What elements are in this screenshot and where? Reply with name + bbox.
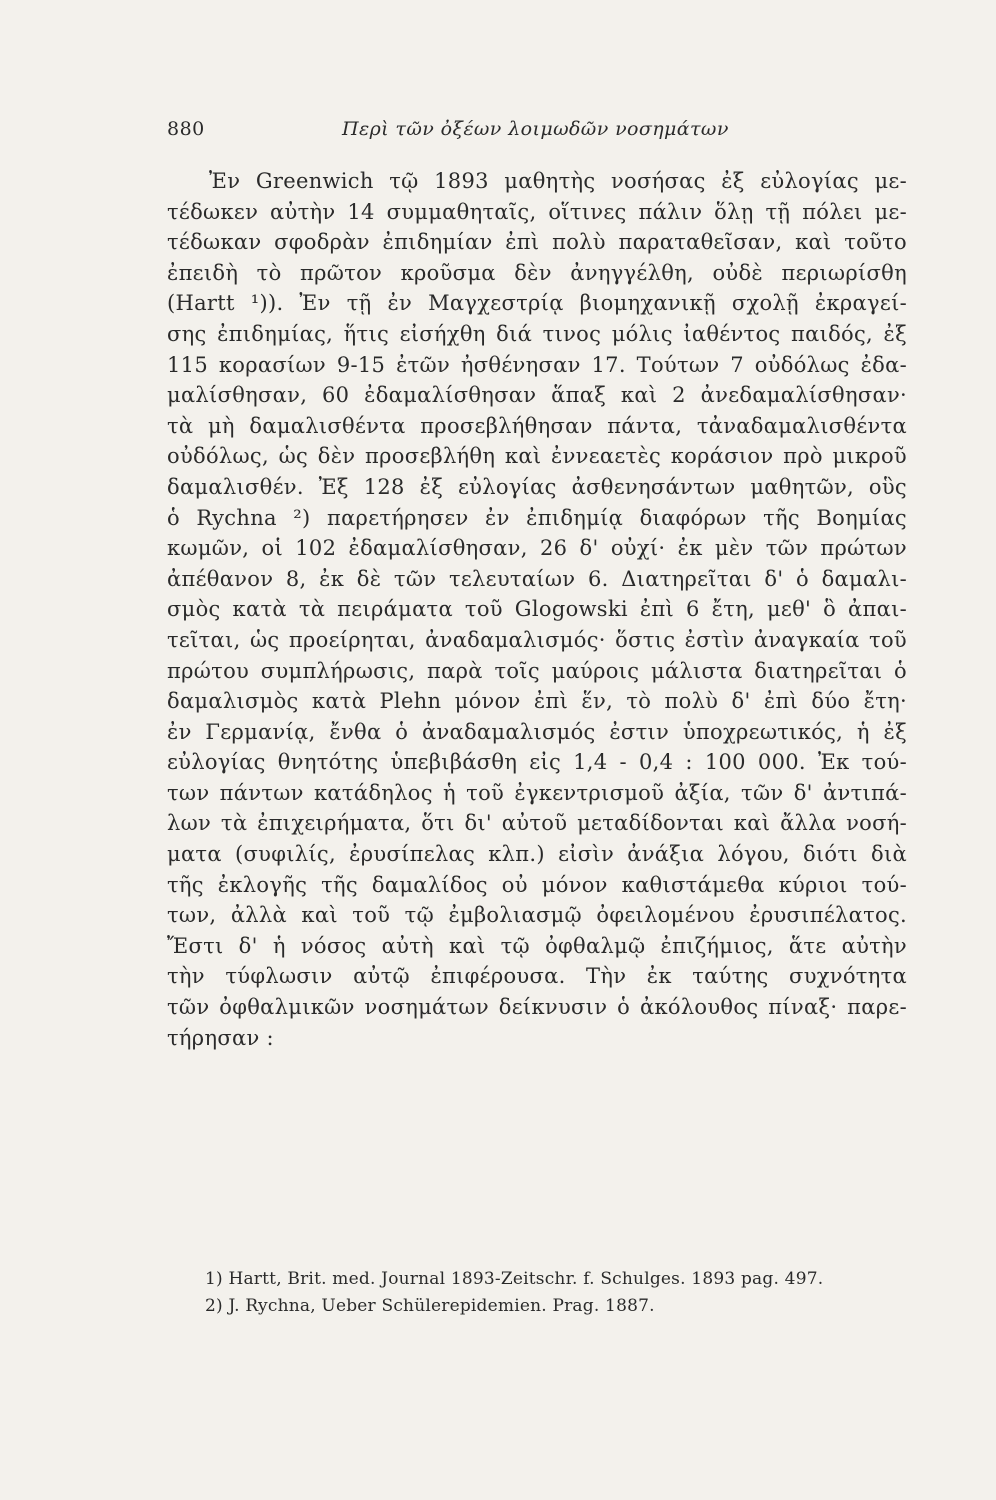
text-line: τὰ μὴ δαμαλισθέντα προσεβλήθησαν πάντα, τἀναδαμαλισθέντα (167, 413, 907, 438)
text-line: Ἐν Greenwich τῷ 1893 μαθητὴς νοσήσας ἐξ εὐλογίας με- (209, 169, 907, 193)
text-line: ἐπειδὴ τὸ πρῶτον κροῦσμα δὲν ἀνηγγέλθη, οὐδὲ περιωρίσθη (167, 260, 907, 285)
footnote-1: 1) Hartt, Brit. med. Journal 1893-Zeitschr. f. Schulges. 1893 pag. 497. (205, 1269, 824, 1289)
page-number: 880 (167, 118, 205, 140)
text-line: ἐν Γερμανίᾳ, ἔνθα ὁ ἀναδαμαλισμός ἐστιν ὑποχρεωτικός, ἡ ἐξ (167, 719, 907, 744)
text-line: σης ἐπιδημίας, ἥτις εἰσήχθη διά τινος μόλις ἰαθέντος παιδός, ἐξ (167, 321, 907, 346)
text-line: σμὸς κατὰ τὰ πειράματα τοῦ Glogowski ἐπὶ 6 ἔτη, μεθ' ὃ ἀπαι- (167, 597, 907, 622)
text-line: των, ἀλλὰ καὶ τοῦ τῷ ἐμβολιασμῷ ὀφειλομένου ἐρυσιπέλατος. (167, 903, 907, 928)
text-line: οὐδόλως, ὡς δὲν προσεβλήθη καὶ ἐννεαετὲς κοράσιον πρὸ μικροῦ (167, 444, 907, 469)
text-line: ἀπέθανον 8, ἐκ δὲ τῶν τελευταίων 6. Διατηρεῖται δ' ὁ δαμαλι- (167, 566, 907, 591)
text-line: 115 κορασίων 9-15 ἐτῶν ἠσθένησαν 17. Τούτων 7 οὐδόλως ἐδα- (167, 352, 907, 377)
text-line: τήρησαν : (167, 1025, 274, 1050)
text-line: πρώτου συμπλήρωσις, παρὰ τοῖς μαύροις μάλιστα διατηρεῖται ὁ (167, 658, 907, 683)
text-line: εὐλογίας θνητότης ὑπεβιβάσθη εἰς 1,4 - 0,4 : 100 000. Ἐκ τού- (167, 750, 907, 775)
text-line: τῶν ὀφθαλμικῶν νοσημάτων δείκνυσιν ὁ ἀκόλουθος πίναξ· παρε- (167, 995, 907, 1020)
text-line: δαμαλισθέν. Ἐξ 128 ἐξ εὐλογίας ἀσθενησάντων μαθητῶν, οὓς (167, 474, 907, 499)
text-line: λων τὰ ἐπιχειρήματα, ὅτι δι' αὐτοῦ μεταδίδονται καὶ ἄλλα νοσή- (167, 811, 907, 836)
body-text (167, 166, 907, 1053)
running-title: Περὶ τῶν ὀξέων λοιμωδῶν νοσημάτων (342, 118, 729, 140)
text-line: δαμαλισμὸς κατὰ Plehn μόνον ἐπὶ ἕν, τὸ πολὺ δ' ἐπὶ δύο ἔτη· (167, 689, 907, 714)
text-line: τέδωκαν σφοδρὰν ἐπιδημίαν ἐπὶ πολὺ παραταθεῖσαν, καὶ τοῦτο (167, 230, 907, 255)
footnotes (205, 1266, 915, 1320)
footnote-2: 2) J. Rychna, Ueber Schülerepidemien. Prag. 1887. (205, 1296, 655, 1316)
text-line: (Hartt ¹)). Ἐν τῇ ἐν Μαγχεστρίᾳ βιομηχανικῇ σχολῇ ἐκραγεί- (167, 291, 907, 316)
text-line: τέδωκεν αὐτὴν 14 συμμαθηταῖς, οἵτινες πάλιν ὅλῃ τῇ πόλει με- (167, 199, 907, 224)
text-line: κωμῶν, οἱ 102 ἐδαμαλίσθησαν, 26 δ' οὐχί· ἐκ μὲν τῶν πρώτων (167, 536, 907, 561)
text-line: Ἔστι δ' ἡ νόσος αὐτὴ καὶ τῷ ὀφθαλμῷ ἐπιζήμιος, ἅτε αὐτὴν (167, 933, 907, 958)
page-header (167, 118, 907, 148)
text-line: ματα (συφιλίς, ἐρυσίπελας κλπ.) εἰσὶν ἀνάξια λόγου, διότι διὰ (167, 842, 907, 867)
text-line: μαλίσθησαν, 60 ἐδαμαλίσθησαν ἅπαξ καὶ 2 ἀνεδαμαλίσθησαν· (167, 383, 907, 408)
text-line: των πάντων κατάδηλος ἡ τοῦ ἐγκεντρισμοῦ ἀξία, τῶν δ' ἀντιπά- (167, 780, 907, 805)
text-line: ὁ Rychna ²) παρετήρησεν ἐν ἐπιδημίᾳ διαφόρων τῆς Βοημίας (167, 505, 907, 530)
text-line: τεῖται, ὡς προείρηται, ἀναδαμαλισμός· ὅστις ἐστὶν ἀναγκαία τοῦ (167, 627, 907, 652)
text-line: τὴν τύφλωσιν αὐτῷ ἐπιφέρουσα. Τὴν ἐκ ταύτης συχνότητα (167, 964, 907, 989)
text-line: τῆς ἐκλογῆς τῆς δαμαλίδος οὐ μόνον καθιστάμεθα κύριοι τού- (167, 872, 907, 897)
